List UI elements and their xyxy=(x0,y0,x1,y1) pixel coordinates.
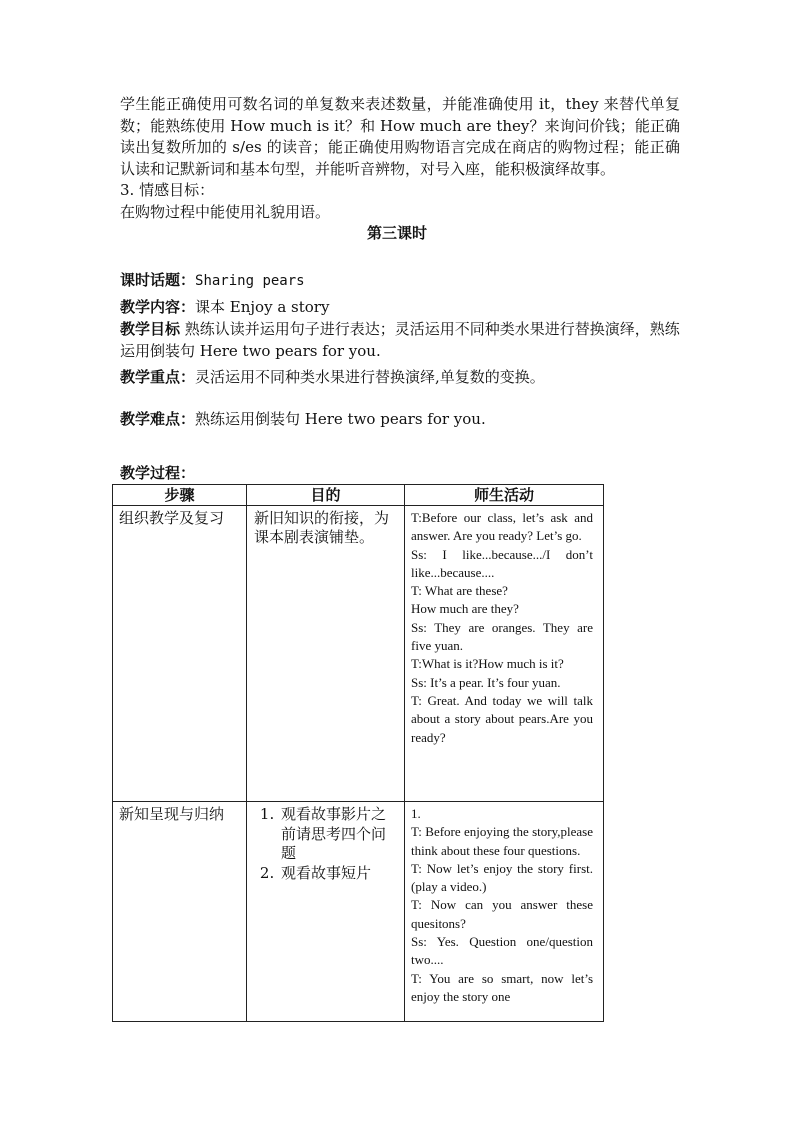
lesson-topic xyxy=(120,270,680,293)
activity-line: How much are they? xyxy=(411,601,519,617)
goal-list xyxy=(247,802,404,883)
difficulty-label: 教学难点： xyxy=(120,410,196,428)
activity-line: 1. xyxy=(411,806,421,821)
activity-line: T:Before our class, let’s ask and answer. Are you ready? Let’s go. xyxy=(411,510,593,544)
key-value: 灵活运用不同种类水果进行替换演绎,单复数的变换。 xyxy=(195,368,545,386)
emotion-goal-heading: 3. 情感目标： xyxy=(120,181,215,199)
header-step: 步骤 xyxy=(113,485,247,506)
teaching-process-table xyxy=(112,484,604,1022)
activities-cell xyxy=(405,802,604,1022)
purpose-cell xyxy=(247,506,405,802)
intro-paragraph: 学生能正确使用可数名词的单复数来表述数量，并能准确使用 it，they 来替代单复数；能熟练使用 How much is it？和 How much are they？来询问价钱；能正确读出复数所加的 s/es 的读音；能正确使用购物语言完成在商店的购物过程；能正确认读和记默新词和基本句型，并能听音辨物，对号入座，能积极演绎故事。 xyxy=(120,95,680,178)
activity-line: T: Before enjoying the story,please think about these four questions. xyxy=(411,824,593,858)
goal-value: 熟练认读并运用句子进行表达；灵活运用不同种类水果进行替换演绎，熟练运用倒装句 Here two pears for you. xyxy=(120,320,680,360)
goal-item: 1. 观看故事影片之前请思考四个问题 xyxy=(279,805,398,864)
intro-text xyxy=(120,94,680,223)
process-label: 教学过程： xyxy=(120,464,196,482)
activity-line: T:What is it?How much is it? xyxy=(411,656,564,672)
activity-line: Ss: I like...because.../I don’t like...because.... xyxy=(411,546,593,580)
purpose-cell xyxy=(247,802,405,1022)
activity-line: T: Now can you answer these quesitons? xyxy=(411,897,593,931)
activity-line: T: Now let’s enjoy the story first.(play a video.) xyxy=(411,860,593,895)
lesson-heading: 第三课时 xyxy=(366,224,427,242)
lesson-difficulty xyxy=(120,409,680,431)
purpose-text: 新旧知识的衔接，为课本剧表演铺垫。 xyxy=(254,509,390,546)
activity-line: T: Great. And today we will talk about a story about pears.Are you ready? xyxy=(411,692,593,745)
key-label: 教学重点： xyxy=(120,368,196,386)
table-row xyxy=(113,506,604,802)
header-activities: 师生活动 xyxy=(405,485,604,506)
step-cell xyxy=(113,506,247,802)
content-value: 课本 Enjoy a story xyxy=(195,298,330,316)
topic-label: 课时话题： xyxy=(120,271,196,289)
emotion-goal-text: 在购物过程中能使用礼貌用语。 xyxy=(120,202,331,221)
topic-value: Sharing pears xyxy=(195,273,305,289)
step-cell xyxy=(113,802,247,1022)
difficulty-value: 熟练运用倒装句 Here two pears for you. xyxy=(195,410,486,428)
lesson-content xyxy=(120,297,680,319)
activity-line: Ss: It’s a pear. It’s four yuan. xyxy=(411,674,561,690)
goal-label: 教学目标 xyxy=(120,320,181,338)
activity-line: Ss: Yes. Question one/question two.... xyxy=(411,934,593,968)
step-text: 新知呈现与归纳 xyxy=(119,805,225,823)
activity-line: T: What are these? xyxy=(411,583,508,599)
activity-line: Ss: They are oranges. They are five yuan. xyxy=(411,619,593,654)
lesson-key-point xyxy=(120,367,680,389)
lesson-goal xyxy=(120,319,680,362)
activities-cell xyxy=(405,506,604,802)
table-row xyxy=(113,802,604,1022)
activity-line: T: You are so smart, now let’s enjoy the story one xyxy=(411,970,593,1004)
process-heading xyxy=(120,463,680,485)
header-purpose: 目的 xyxy=(247,485,405,506)
step-text: 组织教学及复习 xyxy=(119,509,225,527)
table-header-row xyxy=(113,485,604,506)
goal-item: 2. 观看故事短片 xyxy=(279,864,398,884)
content-label: 教学内容： xyxy=(120,298,196,316)
